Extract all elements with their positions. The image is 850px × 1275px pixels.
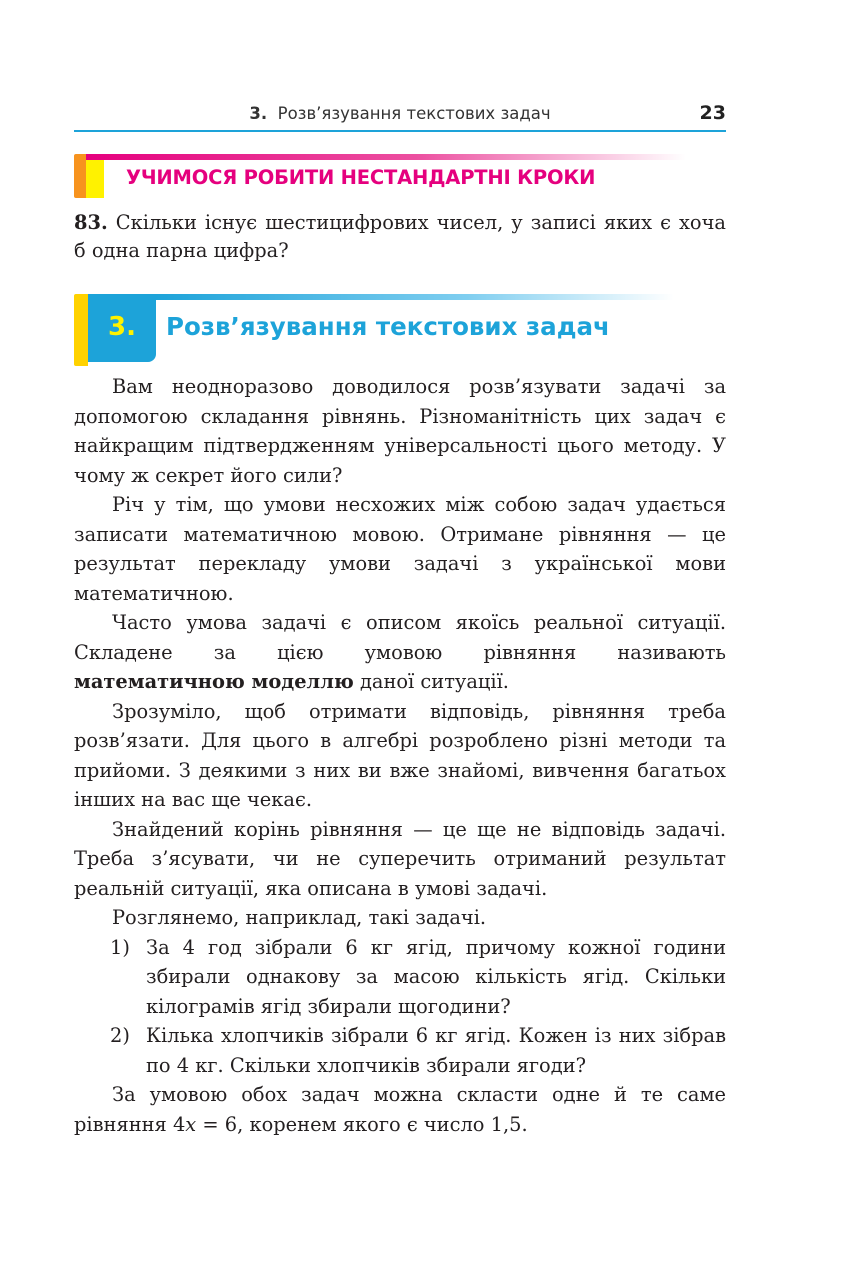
section-topline: [156, 294, 674, 300]
running-title: [74, 104, 726, 123]
section-yellow-tab: [74, 294, 88, 366]
closing-paragraph: [74, 1080, 726, 1139]
banner-orange-tab: [74, 154, 86, 198]
problem-text: Скільки існує шестицифрових чисел, у записі яких є хоча б одна парна цифра?: [74, 211, 726, 262]
equation-coefficient: 4: [172, 1112, 186, 1136]
paragraph-3-text-a: Часто умова задачі є описом якоїсь реальної ситуації. Складене за цією умовою рівняння називають: [74, 611, 726, 664]
section-number: 3.: [108, 312, 136, 342]
banner-heading: УЧИМОСЯ РОБИТИ НЕСТАНДАРТНІ КРОКИ: [126, 166, 596, 189]
problem-number: 83.: [74, 211, 108, 234]
paragraph-6: Розглянемо, наприклад, такі задачі.: [112, 906, 487, 929]
list-item-text: За 4 год зібрали 6 кг ягід, причому кожної години збирали однакову за масою кількість ягід. Скільки кілограмів ягід збирали щогодини?: [146, 935, 726, 1018]
paragraph-4: Зрозуміло, щоб отримати відповідь, рівняння треба розв’язати. Для цього в алгебрі розроблено різні методи та прийоми. З деякими з них ви вже знайомі, вивчення багатьох інших на вас ще чекає.: [74, 699, 726, 811]
banner-yellow-tab: [86, 154, 104, 198]
equation: [173, 1113, 237, 1136]
equation-rest: = 6: [196, 1112, 238, 1136]
list-marker: 2): [110, 1024, 130, 1047]
closing-text-a: За умовою обох задач можна скласти одне й те саме рівняння: [74, 1083, 726, 1136]
running-header: [74, 98, 726, 132]
section-number-box: [88, 294, 156, 362]
term-mathematical-model: математичною моделлю: [74, 670, 354, 693]
paragraph-5: Знайдений корінь рівняння — це ще не відповідь задачі. Треба з’ясувати, чи не суперечить отриманий результат реальній ситуації, яка описана в умові задачі.: [74, 817, 726, 900]
banner-stripe: [86, 154, 686, 160]
section-title: Розв’язування текстових задач: [166, 312, 610, 341]
list-marker: 1): [110, 935, 130, 959]
equation-variable: x: [185, 1112, 197, 1136]
section-body: [74, 372, 726, 1139]
page-number: 23: [699, 102, 726, 124]
problem-83: [74, 209, 726, 265]
paragraph-3-text-b: даної ситуації.: [353, 670, 509, 693]
section-header: [74, 294, 674, 366]
list-item: [74, 1021, 726, 1080]
nonstandard-steps-banner: [74, 154, 686, 198]
list-item-text: Кілька хлопчиків зібрали 6 кг ягід. Кожен із них зібрав по 4 кг. Скільки хлопчиків збирали ягоди?: [146, 1024, 726, 1077]
paragraph-3: [74, 608, 726, 697]
paragraph-2: Річ у тім, що умови несхожих між собою задач удається записати математичною мовою. Отримане рівняння — це результат перекладу умови задачі з української мови математичною.: [74, 493, 726, 605]
paragraph-1: Вам неодноразово доводилося розв’язувати задачі за допомогою складання рівнянь. Різноманітність цих задач є найкращим підтвердженням універсальності цього методу. У чому ж секрет його сили?: [74, 375, 726, 487]
running-section-number: 3.: [249, 104, 268, 123]
list-item: [74, 933, 726, 1022]
running-section-title: Розв’язування текстових задач: [277, 104, 551, 123]
closing-text-b: , коренем якого є число 1,5.: [237, 1112, 528, 1136]
